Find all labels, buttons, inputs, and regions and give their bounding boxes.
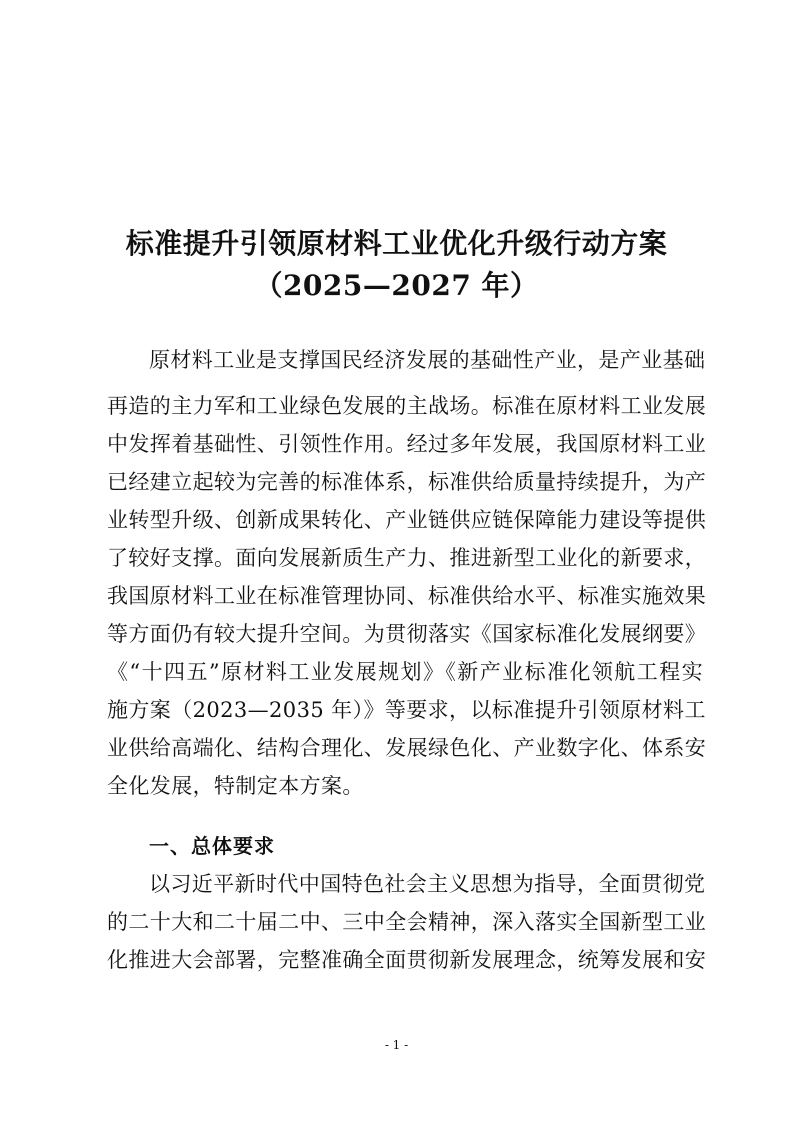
- paragraph-line: 业供给高端化、结构合理化、发展绿色化、产业数字化、体系安: [107, 736, 707, 760]
- document-title: 标准提升引领原材料工业优化升级行动方案: [125, 227, 668, 260]
- paragraph-line: 中发挥着基础性、引领性作用。经过多年发展，我国原材料工业: [107, 432, 707, 456]
- document-subtitle-years: （2025—2027 年）: [254, 269, 539, 302]
- paragraph-line: 业转型升级、创新成果转化、产业链供应链保障能力建设等提供: [107, 508, 707, 532]
- paragraph-line: 《“十四五”原材料工业发展规划》《新产业标准化领航工程实: [107, 660, 703, 684]
- paragraph-line: 的二十大和二十届二中、三中全会精神，深入落实全国新型工业: [107, 910, 707, 934]
- paragraph-line: 全化发展，特制定本方案。: [107, 774, 364, 798]
- paragraph-line: 了较好支撑。面向发展新质生产力、推进新型工业化的新要求，: [107, 546, 707, 570]
- paragraph-line: 以习近平新时代中国特色社会主义思想为指导，全面贯彻党: [149, 872, 706, 896]
- paragraph-line: 我国原材料工业在标准管理协同、标准供给水平、标准实施效果: [107, 584, 707, 608]
- page-number: - 1 -: [384, 1038, 409, 1052]
- paragraph-line: 再造的主力军和工业绿色发展的主战场。标准在原材料工业发展: [107, 394, 707, 418]
- paragraph-line: 原材料工业是支撑国民经济发展的基础性产业，是产业基础: [149, 348, 706, 372]
- paragraph-line: 等方面仍有较大提升空间。为贯彻落实《国家标准化发展纲要》: [107, 622, 707, 646]
- paragraph-line: 已经建立起较为完善的标准体系，标准供给质量持续提升，为产: [107, 470, 707, 494]
- paragraph-line: 化推进大会部署，完整准确全面贯彻新发展理念，统筹发展和安: [107, 948, 707, 972]
- section-heading: 一、总体要求: [149, 834, 275, 858]
- paragraph-line: 施方案（2023—2035 年）》等要求，以标准提升引领原材料工: [107, 698, 706, 722]
